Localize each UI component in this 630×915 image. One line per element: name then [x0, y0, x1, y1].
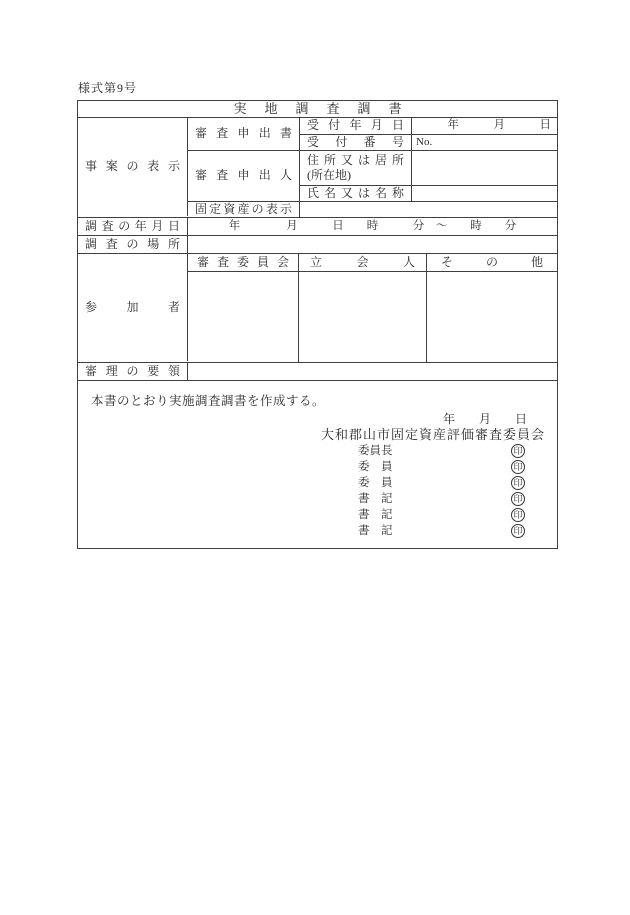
fixed-asset-value [300, 202, 557, 217]
fixed-asset-label: 固定資産の表示 [188, 202, 300, 217]
participants-col-committee: 審査委員会 [188, 254, 299, 271]
participants-other-cell [427, 272, 557, 362]
signer-row-clerk-3 [78, 523, 557, 539]
signer-title: 書 記 [358, 493, 393, 505]
form-title: 実地調査調書 [78, 101, 557, 118]
closing-section [78, 381, 557, 548]
survey-date-label: 調査の年月日 [78, 218, 188, 235]
seal-icon: 印 [511, 492, 525, 506]
form-number: 様式第9号 [78, 81, 138, 95]
case-section [78, 118, 557, 218]
participants-col-other: その他 [441, 255, 543, 269]
fixed-asset-row [188, 202, 557, 217]
participants-section [78, 254, 557, 363]
reception-date-value: 年 月 日 [447, 119, 551, 131]
signer-row-member-2 [78, 475, 557, 491]
applicant-label: 審査申出人 [188, 151, 300, 201]
application-label: 審査申出書 [188, 118, 300, 150]
survey-place-value [188, 236, 557, 253]
reception-number-value: No. [416, 136, 433, 148]
application-block [188, 118, 557, 151]
signer-title: 委員長 [358, 445, 393, 457]
case-section-label: 事案の表示 [78, 118, 188, 216]
reception-number-row [300, 135, 557, 150]
signer-row-clerk-1 [78, 491, 557, 507]
applicant-address-label-line2: (所在地) [307, 168, 351, 182]
signer-title: 書 記 [358, 509, 393, 521]
seal-icon: 印 [511, 524, 525, 538]
participants-committee-cell [188, 272, 299, 362]
survey-date-row [78, 218, 557, 236]
proceedings-label: 審理の要領 [78, 363, 188, 380]
seal-icon: 印 [511, 460, 525, 474]
applicant-name-row [300, 186, 557, 201]
closing-statement: 本書のとおり実施調査調書を作成する。 [91, 394, 326, 408]
applicant-address-label [300, 151, 412, 185]
signer-title: 委 員 [358, 461, 393, 473]
signer-title: 委 員 [358, 477, 393, 489]
proceedings-row [78, 363, 557, 381]
applicant-address-value [412, 151, 557, 185]
proceedings-value [188, 363, 557, 380]
participants-body-row [188, 272, 557, 362]
applicant-name-value [412, 186, 557, 201]
participants-header-row [188, 254, 557, 272]
survey-place-row [78, 236, 557, 254]
signer-row-member-1 [78, 459, 557, 475]
field-investigation-form [77, 100, 558, 549]
closing-date-line: 年 月 日 [442, 412, 527, 426]
survey-place-label: 調査の場所 [78, 236, 188, 253]
committee-name: 大和郡山市固定資産評価審査委員会 [320, 427, 545, 442]
applicant-name-label: 氏名又は名称 [300, 186, 412, 201]
signer-row-chairman [78, 443, 557, 459]
signer-title: 書 記 [358, 525, 393, 537]
seal-icon: 印 [511, 508, 525, 522]
signer-row-clerk-2 [78, 507, 557, 523]
applicant-address-label-line1: 住所又は居所 [307, 153, 404, 167]
reception-date-row [300, 118, 557, 135]
seal-icon: 印 [511, 476, 525, 490]
applicant-address-row [300, 151, 557, 186]
survey-date-value: 年 月 日 時 分 ～ 時 分 [228, 220, 517, 232]
applicant-block [188, 151, 557, 202]
reception-date-label: 受付年月日 [300, 118, 412, 134]
participants-label: 参加者 [78, 254, 188, 361]
participants-col-witness: 立会人 [299, 254, 427, 271]
reception-number-label: 受付番号 [300, 135, 412, 150]
participants-witness-cell [299, 272, 427, 362]
seal-icon: 印 [511, 444, 525, 458]
